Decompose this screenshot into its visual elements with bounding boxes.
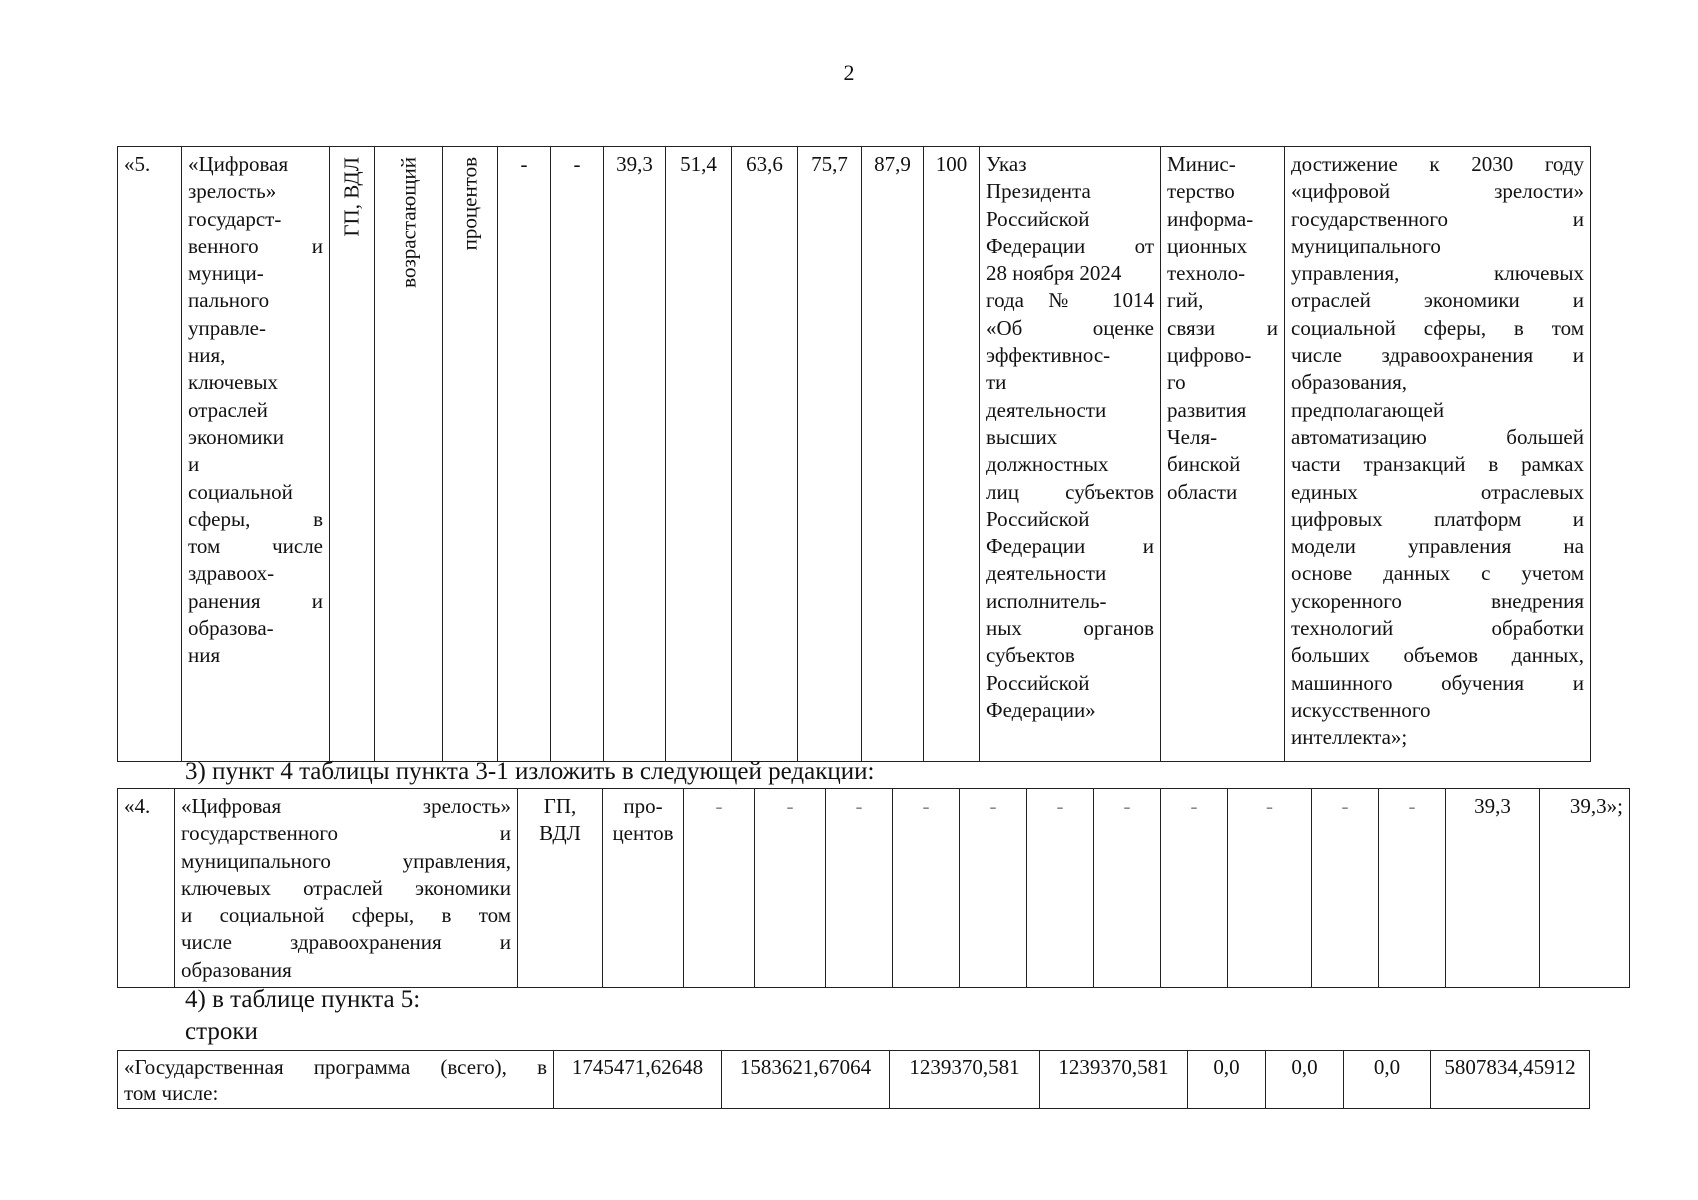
value-2025: 39,3 xyxy=(604,147,666,762)
empty-value: - xyxy=(1027,789,1094,988)
direction-text: возрастающий xyxy=(395,157,420,288)
amount-2028: 1239370,581 xyxy=(1040,1051,1188,1109)
document-reference: Указ Президента Российской Федерации от 28 ноября 2024 года № 1014 «Об оценке эффективнос- ти деятельности высших должностных лиц субъектов Российской Федерации и деятельности исполнитель- ных органов субъектов Российской Федерации» xyxy=(980,147,1161,762)
empty-value: - xyxy=(826,789,893,988)
indicator-name: «Цифровая зрелость» государст- венного и муници- пального управле- ния, ключевых отраслей экономики и социальной сферы, в том числе здравоох- ранения и образова- ния xyxy=(182,147,330,762)
page-number: 2 xyxy=(843,60,855,85)
amount-2031: 0,0 xyxy=(1344,1051,1431,1109)
empty-value: - xyxy=(755,789,826,988)
base-value-2: - xyxy=(551,147,604,762)
financing-table-row xyxy=(117,1050,1590,1109)
value-2028: 75,7 xyxy=(798,147,862,762)
indicator-table-row-4 xyxy=(117,788,1630,988)
amendment-caption-4: 4) в таблице пункта 5: xyxy=(185,986,421,1013)
program-name: «Государственная программа (всего), в том числе: xyxy=(118,1051,554,1109)
empty-value: - xyxy=(893,789,960,988)
value-2029: 87,9 xyxy=(862,147,924,762)
amount-2030: 0,0 xyxy=(1266,1051,1344,1109)
empty-value: - xyxy=(1312,789,1379,988)
amount-2025: 1745471,62648 xyxy=(554,1051,722,1109)
direction-cell xyxy=(375,147,443,762)
amount-2027: 1239370,581 xyxy=(890,1051,1040,1109)
empty-value: - xyxy=(1161,789,1228,988)
level-text: ГП, ВДЛ xyxy=(339,157,364,237)
level-cell: ГП, ВДЛ xyxy=(518,789,603,988)
rows-caption: строки xyxy=(185,1018,258,1045)
row-number: «5. xyxy=(118,147,182,762)
indicator-table-row-5 xyxy=(117,146,1591,762)
value-2027: 63,6 xyxy=(732,147,798,762)
empty-value: - xyxy=(1094,789,1161,988)
indicator-name: «Цифровая зрелость» государственного и муниципального управления, ключевых отраслей экономики и социальной сферы, в том числе здравоохранения и образования xyxy=(175,789,518,988)
goal-description: достижение к 2030 году «цифровой зрелости» государственного и муниципального управления, ключевых отраслей экономики и социальной сферы, в том числе здравоохранения и образования, предполагающей автоматизацию большей части транзакций в рамках единых отраслевых цифровых платформ и модели управления на основе данных с учетом ускоренного внедрения технологий обработки больших объемов данных, машинного обучения и искусственного интеллекта»; xyxy=(1285,147,1591,762)
table-row xyxy=(118,1051,1590,1109)
unit-cell: про- центов xyxy=(603,789,684,988)
responsible-authority: Минис- терство информа- ционных техноло- гий, связи и цифрово- го развития Челя- бинской области xyxy=(1161,147,1285,762)
value-2: 39,3»; xyxy=(1540,789,1630,988)
value-1: 39,3 xyxy=(1446,789,1540,988)
base-value-1: - xyxy=(498,147,551,762)
table-row xyxy=(118,789,1630,988)
empty-value: - xyxy=(684,789,755,988)
unit-text: процентов xyxy=(457,157,482,251)
level-cell xyxy=(330,147,375,762)
empty-value: - xyxy=(960,789,1027,988)
amount-2029: 0,0 xyxy=(1188,1051,1266,1109)
table-row xyxy=(118,147,1591,762)
unit-cell xyxy=(443,147,498,762)
amount-total: 5807834,45912 xyxy=(1431,1051,1590,1109)
value-2026: 51,4 xyxy=(666,147,732,762)
empty-value: - xyxy=(1228,789,1312,988)
empty-value: - xyxy=(1379,789,1446,988)
amendment-caption-3: 3) пункт 4 таблицы пункта 3-1 изложить в следующей редакции: xyxy=(185,758,875,785)
row-number: «4. xyxy=(118,789,175,988)
amount-2026: 1583621,67064 xyxy=(722,1051,890,1109)
value-2030: 100 xyxy=(924,147,980,762)
